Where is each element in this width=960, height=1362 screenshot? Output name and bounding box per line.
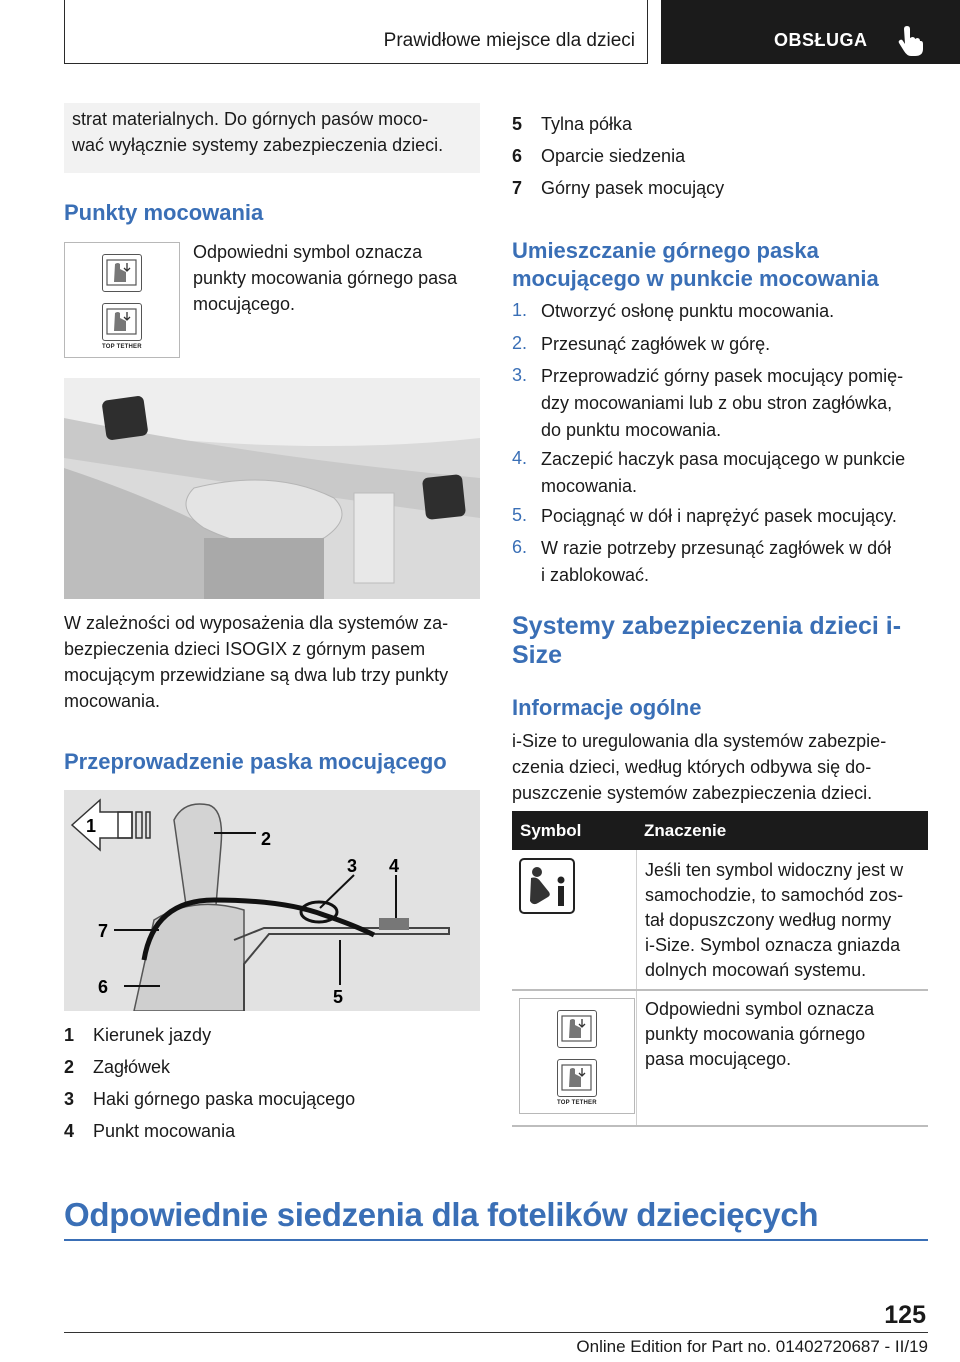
step-text xyxy=(541,331,770,358)
step-line: Zaczepić haczyk pasa mocującego w punkcie xyxy=(541,449,906,469)
rear-shelf-photo xyxy=(64,378,480,599)
step-line: Pociągnąć w dół i naprężyć pasek mocujący. xyxy=(541,506,897,526)
text-line: Jeśli ten symbol widoczny jest w xyxy=(645,860,904,880)
diagram-label-6: 6 xyxy=(98,977,109,997)
diagram-label-2: 2 xyxy=(261,829,272,849)
text-line: mocowania. xyxy=(64,691,161,711)
heading-line: Umieszczanie górnego paska xyxy=(512,238,819,263)
heading-umieszczanie xyxy=(512,237,879,293)
step-number: 4. xyxy=(512,448,528,468)
symbol-table-header xyxy=(512,811,928,850)
tether-routing-diagram xyxy=(64,790,480,1011)
heading-line: mocującego w punkcie mocowania xyxy=(512,266,879,291)
table-bottom-rule xyxy=(512,1125,928,1127)
footer-edition: Online Edition for Part no. 01402720687 - II/19 xyxy=(576,1337,928,1356)
step-line: Otworzyć osłonę punktu mocowania. xyxy=(541,301,835,321)
text-line: puszczenie systemów zabezpieczenia dzieci. xyxy=(512,783,873,803)
legend-text: Tylna półka xyxy=(541,114,633,134)
step-number: 3. xyxy=(512,365,528,385)
step-number: 5. xyxy=(512,505,528,525)
legend-text: Górny pasek mocujący xyxy=(541,178,725,198)
text-line: samochodzie, to samochód zos- xyxy=(645,885,904,905)
chapter-tab[interactable] xyxy=(661,0,960,64)
col-meaning: Znaczenie xyxy=(644,821,727,840)
text-line: mocującego. xyxy=(193,294,296,314)
text-line: i-Size. Symbol oznacza gniazda xyxy=(645,935,901,955)
text-line: W zależności od wyposażenia dla systemów za- xyxy=(64,613,449,633)
row2-meaning xyxy=(645,997,874,1072)
diagram-label-7: 7 xyxy=(98,921,109,941)
text-line: i-Size to uregulowania dla systemów zabezpie- xyxy=(512,731,887,751)
legend-number: 3 xyxy=(64,1089,75,1109)
legend-number: 2 xyxy=(64,1057,75,1077)
step-number: 6. xyxy=(512,537,528,557)
legend-text: Zagłówek xyxy=(93,1057,171,1077)
step-number: 2. xyxy=(512,333,528,353)
step-line: W razie potrzeby przesunąć zagłówek w dół xyxy=(541,538,892,558)
legend-number: 5 xyxy=(512,114,523,134)
text-line: punkty mocowania górnego pasa xyxy=(193,268,458,288)
heading-przeprowadzenie: Przeprowadzenie paska mocującego xyxy=(64,749,447,774)
title-underline xyxy=(64,1239,928,1241)
chapter-tab-label: OBSŁUGA xyxy=(774,30,868,50)
col-symbol: Symbol xyxy=(520,821,582,840)
page-number: 125 xyxy=(884,1301,926,1329)
diagram-label-4: 4 xyxy=(389,856,400,876)
child-seat-anchor-icon xyxy=(557,1010,597,1048)
header-frame xyxy=(64,0,648,64)
text-line: czenia dzieci, według których odbywa się do- xyxy=(512,757,872,777)
text-line: Odpowiedni symbol oznacza xyxy=(645,999,875,1019)
note-line: wać wyłącznie systemy zabezpieczenia dzieci. xyxy=(72,135,444,155)
pointing-hand-icon xyxy=(897,26,923,56)
top-tether-label: TOP TETHER xyxy=(557,1100,597,1106)
top-tether-label: TOP TETHER xyxy=(102,344,142,350)
heading-line: Size xyxy=(512,641,563,669)
child-seat-anchor-icon xyxy=(102,303,142,341)
table-divider xyxy=(636,850,637,1126)
legend-number: 7 xyxy=(512,178,523,198)
row1-meaning xyxy=(645,858,903,983)
child-seat-anchor-icon xyxy=(557,1059,597,1097)
text-line: mocującym przewidziane są dwa lub trzy punkty xyxy=(64,665,449,685)
step-text xyxy=(541,446,905,500)
step-line: dzy mocowaniami lub z obu stron zagłówka, xyxy=(541,393,893,413)
step-line: Przeprowadzić górny pasek mocujący pomię- xyxy=(541,366,904,386)
warning-note xyxy=(64,103,480,173)
legend-text: Oparcie siedzenia xyxy=(541,146,686,166)
step-text xyxy=(541,363,903,444)
text-line: pasa mocującego. xyxy=(645,1049,792,1069)
legend-text: Kierunek jazdy xyxy=(93,1025,212,1045)
legend-text: Punkt mocowania xyxy=(93,1121,236,1141)
tether-symbol-box xyxy=(64,242,180,358)
text-line: bezpieczenia dzieci ISOGIX z górnym pasem xyxy=(64,639,426,659)
step-line: Przesunąć zagłówek w górę. xyxy=(541,334,771,354)
legend-number: 1 xyxy=(64,1025,75,1045)
section-big-title: Odpowiednie siedzenia dla fotelików dziecięcych xyxy=(64,1196,819,1233)
legend-text: Haki górnego paska mocującego xyxy=(93,1089,356,1109)
tether-symbol-box xyxy=(519,998,635,1114)
legend-number: 4 xyxy=(64,1121,75,1141)
child-seat-anchor-icon xyxy=(102,254,142,292)
step-line: do punktu mocowania. xyxy=(541,420,722,440)
isize-symbol-icon xyxy=(519,858,575,914)
heading-line: Systemy zabezpieczenia dzieci i- xyxy=(512,612,902,640)
legend-number: 6 xyxy=(512,146,523,166)
step-text xyxy=(541,298,834,325)
heading-informacje: Informacje ogólne xyxy=(512,695,702,720)
footer-rule xyxy=(64,1332,928,1333)
text-line: tał dopuszczony według normy xyxy=(645,910,892,930)
info-text xyxy=(512,728,886,806)
diagram-label-1: 1 xyxy=(86,816,97,836)
table-row-divider xyxy=(512,989,928,991)
section-title: Prawidłowe miejsce dla dzieci xyxy=(383,30,635,51)
text-line: punkty mocowania górnego xyxy=(645,1024,866,1044)
text-line: dolnych mocowań systemu. xyxy=(645,960,867,980)
note-line: strat materialnych. Do górnych pasów moco- xyxy=(72,109,429,129)
heading-systemy xyxy=(512,612,901,670)
step-line: i zablokować. xyxy=(541,565,650,585)
step-number: 1. xyxy=(512,300,528,320)
punkty-text xyxy=(193,239,457,317)
diagram-label-5: 5 xyxy=(333,987,344,1007)
isogix-text xyxy=(64,610,448,714)
diagram-label-3: 3 xyxy=(347,856,358,876)
text-line: Odpowiedni symbol oznacza xyxy=(193,242,423,262)
step-text xyxy=(541,503,897,530)
step-text xyxy=(541,535,891,589)
step-line: mocowania. xyxy=(541,476,638,496)
heading-punkty-mocowania: Punkty mocowania xyxy=(64,200,264,225)
